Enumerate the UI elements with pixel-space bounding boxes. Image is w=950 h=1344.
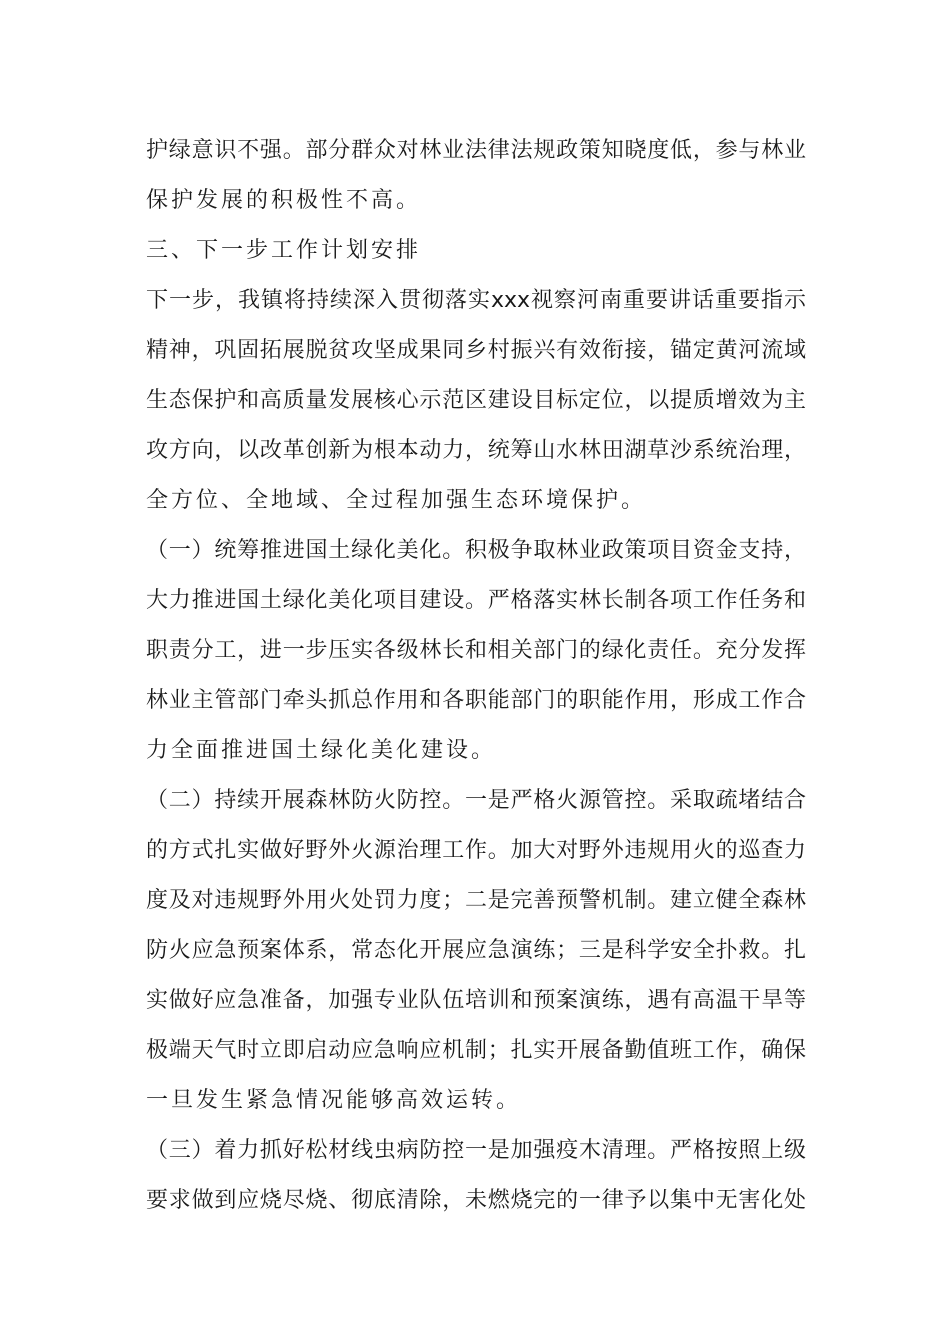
subsection-line: （二）持续开展森林防火防控。一是严格火源管控。采取疏堵结合 — [146, 788, 806, 813]
text-line: 保护发展的积极性不高。 — [146, 188, 422, 213]
text-line: 一旦发生紧急情况能够高效运转。 — [146, 1088, 522, 1113]
text-line: 护绿意识不强。部分群众对林业法律法规政策知晓度低，参与林业 — [146, 138, 806, 163]
text-line: 攻方向，以改革创新为根本动力，统筹山水林田湖草沙系统治理， — [146, 438, 806, 463]
section-heading: 三、下一步工作计划安排 — [146, 238, 422, 263]
text-line: 的方式扎实做好野外火源治理工作。加大对野外违规用火的巡查力 — [146, 838, 806, 863]
text-line: 防火应急预案体系，常态化开展应急演练；三是科学安全扑救。扎 — [146, 938, 806, 963]
text-line: 度及对违规野外用火处罚力度；二是完善预警机制。建立健全森林 — [146, 888, 806, 913]
text-line: 力全面推进国土绿化美化建设。 — [146, 738, 497, 763]
text-line: 实做好应急准备，加强专业队伍培训和预案演练，遇有高温干旱等 — [146, 988, 806, 1013]
subsection-line: （三）着力抓好松材线虫病防控一是加强疫木清理。严格按照上级 — [146, 1138, 806, 1163]
text-line: 林业主管部门牵头抓总作用和各职能部门的职能作用，形成工作合 — [146, 688, 806, 713]
subsection-line: （一）统筹推进国土绿化美化。积极争取林业政策项目资金支持， — [146, 538, 806, 563]
text-line: 下一步，我镇将持续深入贯彻落实xxx视察河南重要讲话重要指示 — [146, 288, 806, 313]
text-line: 大力推进国土绿化美化项目建设。严格落实林长制各项工作任务和 — [146, 588, 806, 613]
text-line: 要求做到应烧尽烧、彻底清除，未燃烧完的一律予以集中无害化处 — [146, 1188, 806, 1213]
text-line: 全方位、全地域、全过程加强生态环境保护。 — [146, 488, 647, 513]
text-line: 生态保护和高质量发展核心示范区建设目标定位，以提质增效为主 — [146, 388, 806, 413]
text-line: 精神，巩固拓展脱贫攻坚成果同乡村振兴有效衔接，锚定黄河流域 — [146, 338, 806, 363]
text-line: 极端天气时立即启动应急响应机制；扎实开展备勤值班工作，确保 — [146, 1038, 806, 1063]
text-line: 职责分工，进一步压实各级林长和相关部门的绿化责任。充分发挥 — [146, 638, 806, 663]
